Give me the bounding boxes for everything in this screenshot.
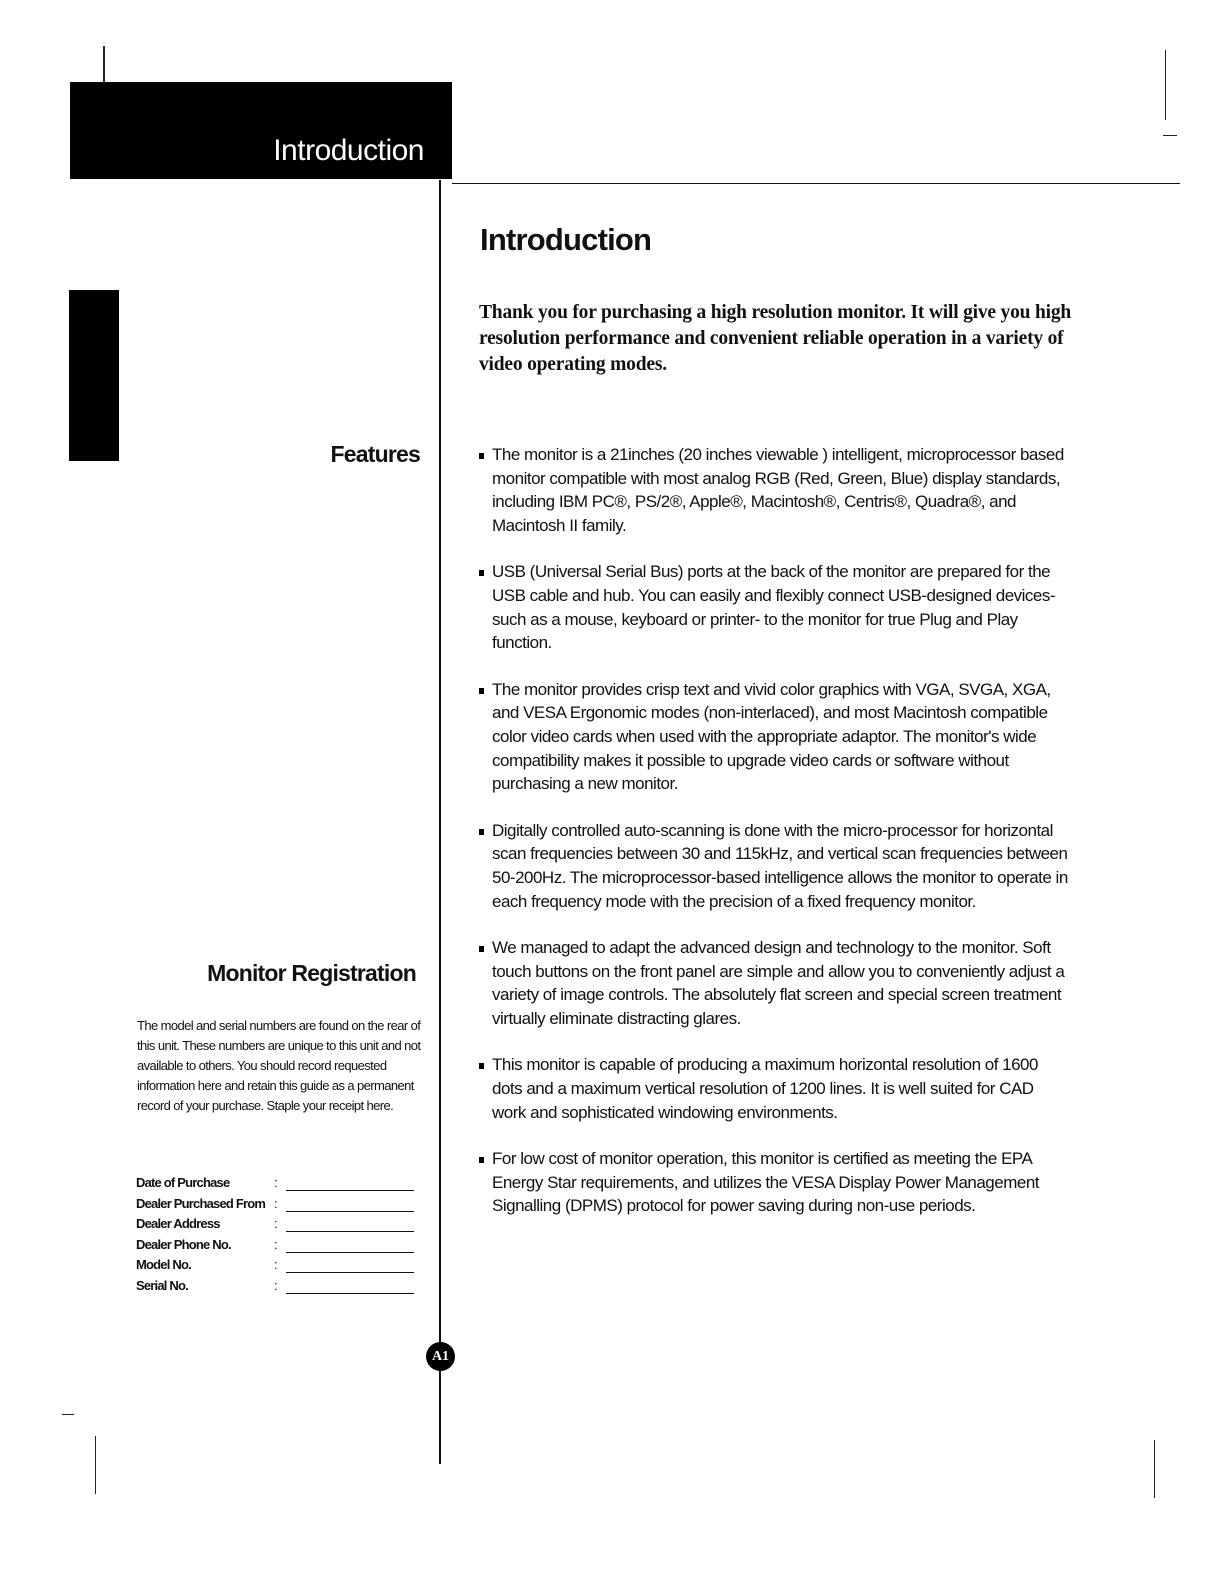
feature-text: We managed to adapt the advanced design and technology to the monitor. Soft touch buttons on the front panel are simple and allow you to conveniently adjust a variety of image controls. The absolutely flat screen and special screen treatment virtually eliminate distracting glares. <box>492 938 1065 1028</box>
feature-text: Digitally controlled auto-scanning is done with the micro-processor for horizontal scan frequencies between 30 and 115kHz, and vertical scan frequencies between 50-200Hz. The microprocessor-based intelligence allows the monitor to operate in each frequency mode with the precision of a fixed frequency monitor. <box>492 820 1068 911</box>
form-colon: : <box>274 1195 277 1211</box>
feature-item <box>478 1053 1068 1124</box>
form-colon: : <box>274 1175 277 1190</box>
form-colon: : <box>274 1216 277 1231</box>
form-row <box>136 1278 421 1299</box>
bullet-icon <box>479 946 484 952</box>
features-heading: Features <box>330 441 420 467</box>
form-colon: : <box>274 1257 277 1272</box>
feature-item <box>478 560 1068 654</box>
blank-line <box>286 1293 414 1294</box>
form-row <box>136 1216 421 1237</box>
bullet-icon <box>479 1063 484 1069</box>
blank-line <box>286 1272 414 1273</box>
feature-item <box>478 443 1068 537</box>
form-colon: : <box>274 1236 277 1252</box>
crop-mark <box>1154 1440 1155 1498</box>
registration-heading: Monitor Registration <box>207 960 416 986</box>
form-label: Date of Purchase <box>136 1175 230 1190</box>
form-row <box>136 1257 421 1278</box>
feature-item <box>478 936 1068 1030</box>
feature-item <box>478 819 1068 913</box>
feature-text: This monitor is capable of producing a maximum horizontal resolution of 1600 dots and a maximum vertical resolution of 1200 lines. It is well suited for CAD work and sophisticated windowing environments. <box>492 1055 1038 1122</box>
intro-paragraph: Thank you for purchasing a high resolution monitor. It will give you high resolution performance and convenient reliable operation in a variety of video operating modes. <box>479 302 1072 375</box>
form-row <box>136 1196 421 1217</box>
crop-mark <box>1165 50 1166 120</box>
page-number-badge <box>426 1342 455 1371</box>
form-label: Model No. <box>136 1257 191 1272</box>
feature-item <box>478 1147 1068 1218</box>
form-label: Dealer Address <box>136 1216 220 1231</box>
registration-form <box>136 1175 421 1298</box>
form-label: Dealer Phone No. <box>136 1236 231 1252</box>
crop-mark <box>103 46 105 86</box>
bullet-icon <box>479 1157 484 1163</box>
crop-mark <box>62 1414 74 1415</box>
header-divider <box>452 183 1180 184</box>
form-row <box>136 1237 421 1258</box>
page-title: Introduction <box>480 222 652 257</box>
blank-line <box>286 1252 414 1253</box>
feature-text: For low cost of monitor operation, this monitor is certified as meeting the EPA Energy Star requirements, and utilizes the VESA Display Power Management Signalling (DPMS) protocol for power saving during non-use periods. <box>492 1149 1040 1216</box>
registration-description: The model and serial numbers are found on the rear of this unit. These numbers are unique to this unit and not available to others. You should record requested information here and retain this guide as a permanent record of your purchase. Staple your receipt here. <box>137 1018 421 1113</box>
feature-text: USB (Universal Serial Bus) ports at the back of the monitor are prepared for the USB cable and hub. You can easily and flexibly connect USB-designed devices-such as a mouse, keyboard or printer- to the monitor for true Plug and Play function. <box>492 562 1056 653</box>
bullet-icon <box>479 688 484 694</box>
feature-text: The monitor is a 21inches (20 inches viewable ) intelligent, microprocessor based monitor compatible with most analog RGB (Red, Green, Blue) display standards, including IBM PC®, PS/2®, Apple®, Macintosh®, Centris®, Quadra®, and Macintosh II family. <box>492 445 1064 535</box>
blank-line <box>286 1231 414 1232</box>
crop-mark <box>1163 135 1177 136</box>
form-row <box>136 1175 421 1196</box>
page-number: A1 <box>431 1348 450 1364</box>
column-divider <box>439 180 441 1464</box>
side-tab-marker <box>69 290 119 461</box>
bullet-icon <box>479 829 484 835</box>
form-colon: : <box>274 1277 277 1293</box>
feature-text: The monitor provides crisp text and vivid color graphics with VGA, SVGA, XGA, and VESA Ergonomic modes (non-interlaced), and most Macintosh compatible color video cards when used with the appropriate adaptor. The monitor's wide compatibility makes it possible to upgrade video cards or software without purchasing a new monitor. <box>492 679 1051 794</box>
form-label: Serial No. <box>136 1277 188 1293</box>
section-header-bar <box>70 82 452 179</box>
crop-mark <box>95 1436 96 1494</box>
features-list <box>478 443 1068 1241</box>
feature-item <box>478 678 1068 796</box>
blank-line <box>286 1190 414 1191</box>
section-header-title: Introduction <box>273 134 424 167</box>
form-label: Dealer Purchased From <box>136 1195 266 1211</box>
bullet-icon <box>479 453 484 459</box>
blank-line <box>286 1211 414 1212</box>
bullet-icon <box>479 570 484 576</box>
